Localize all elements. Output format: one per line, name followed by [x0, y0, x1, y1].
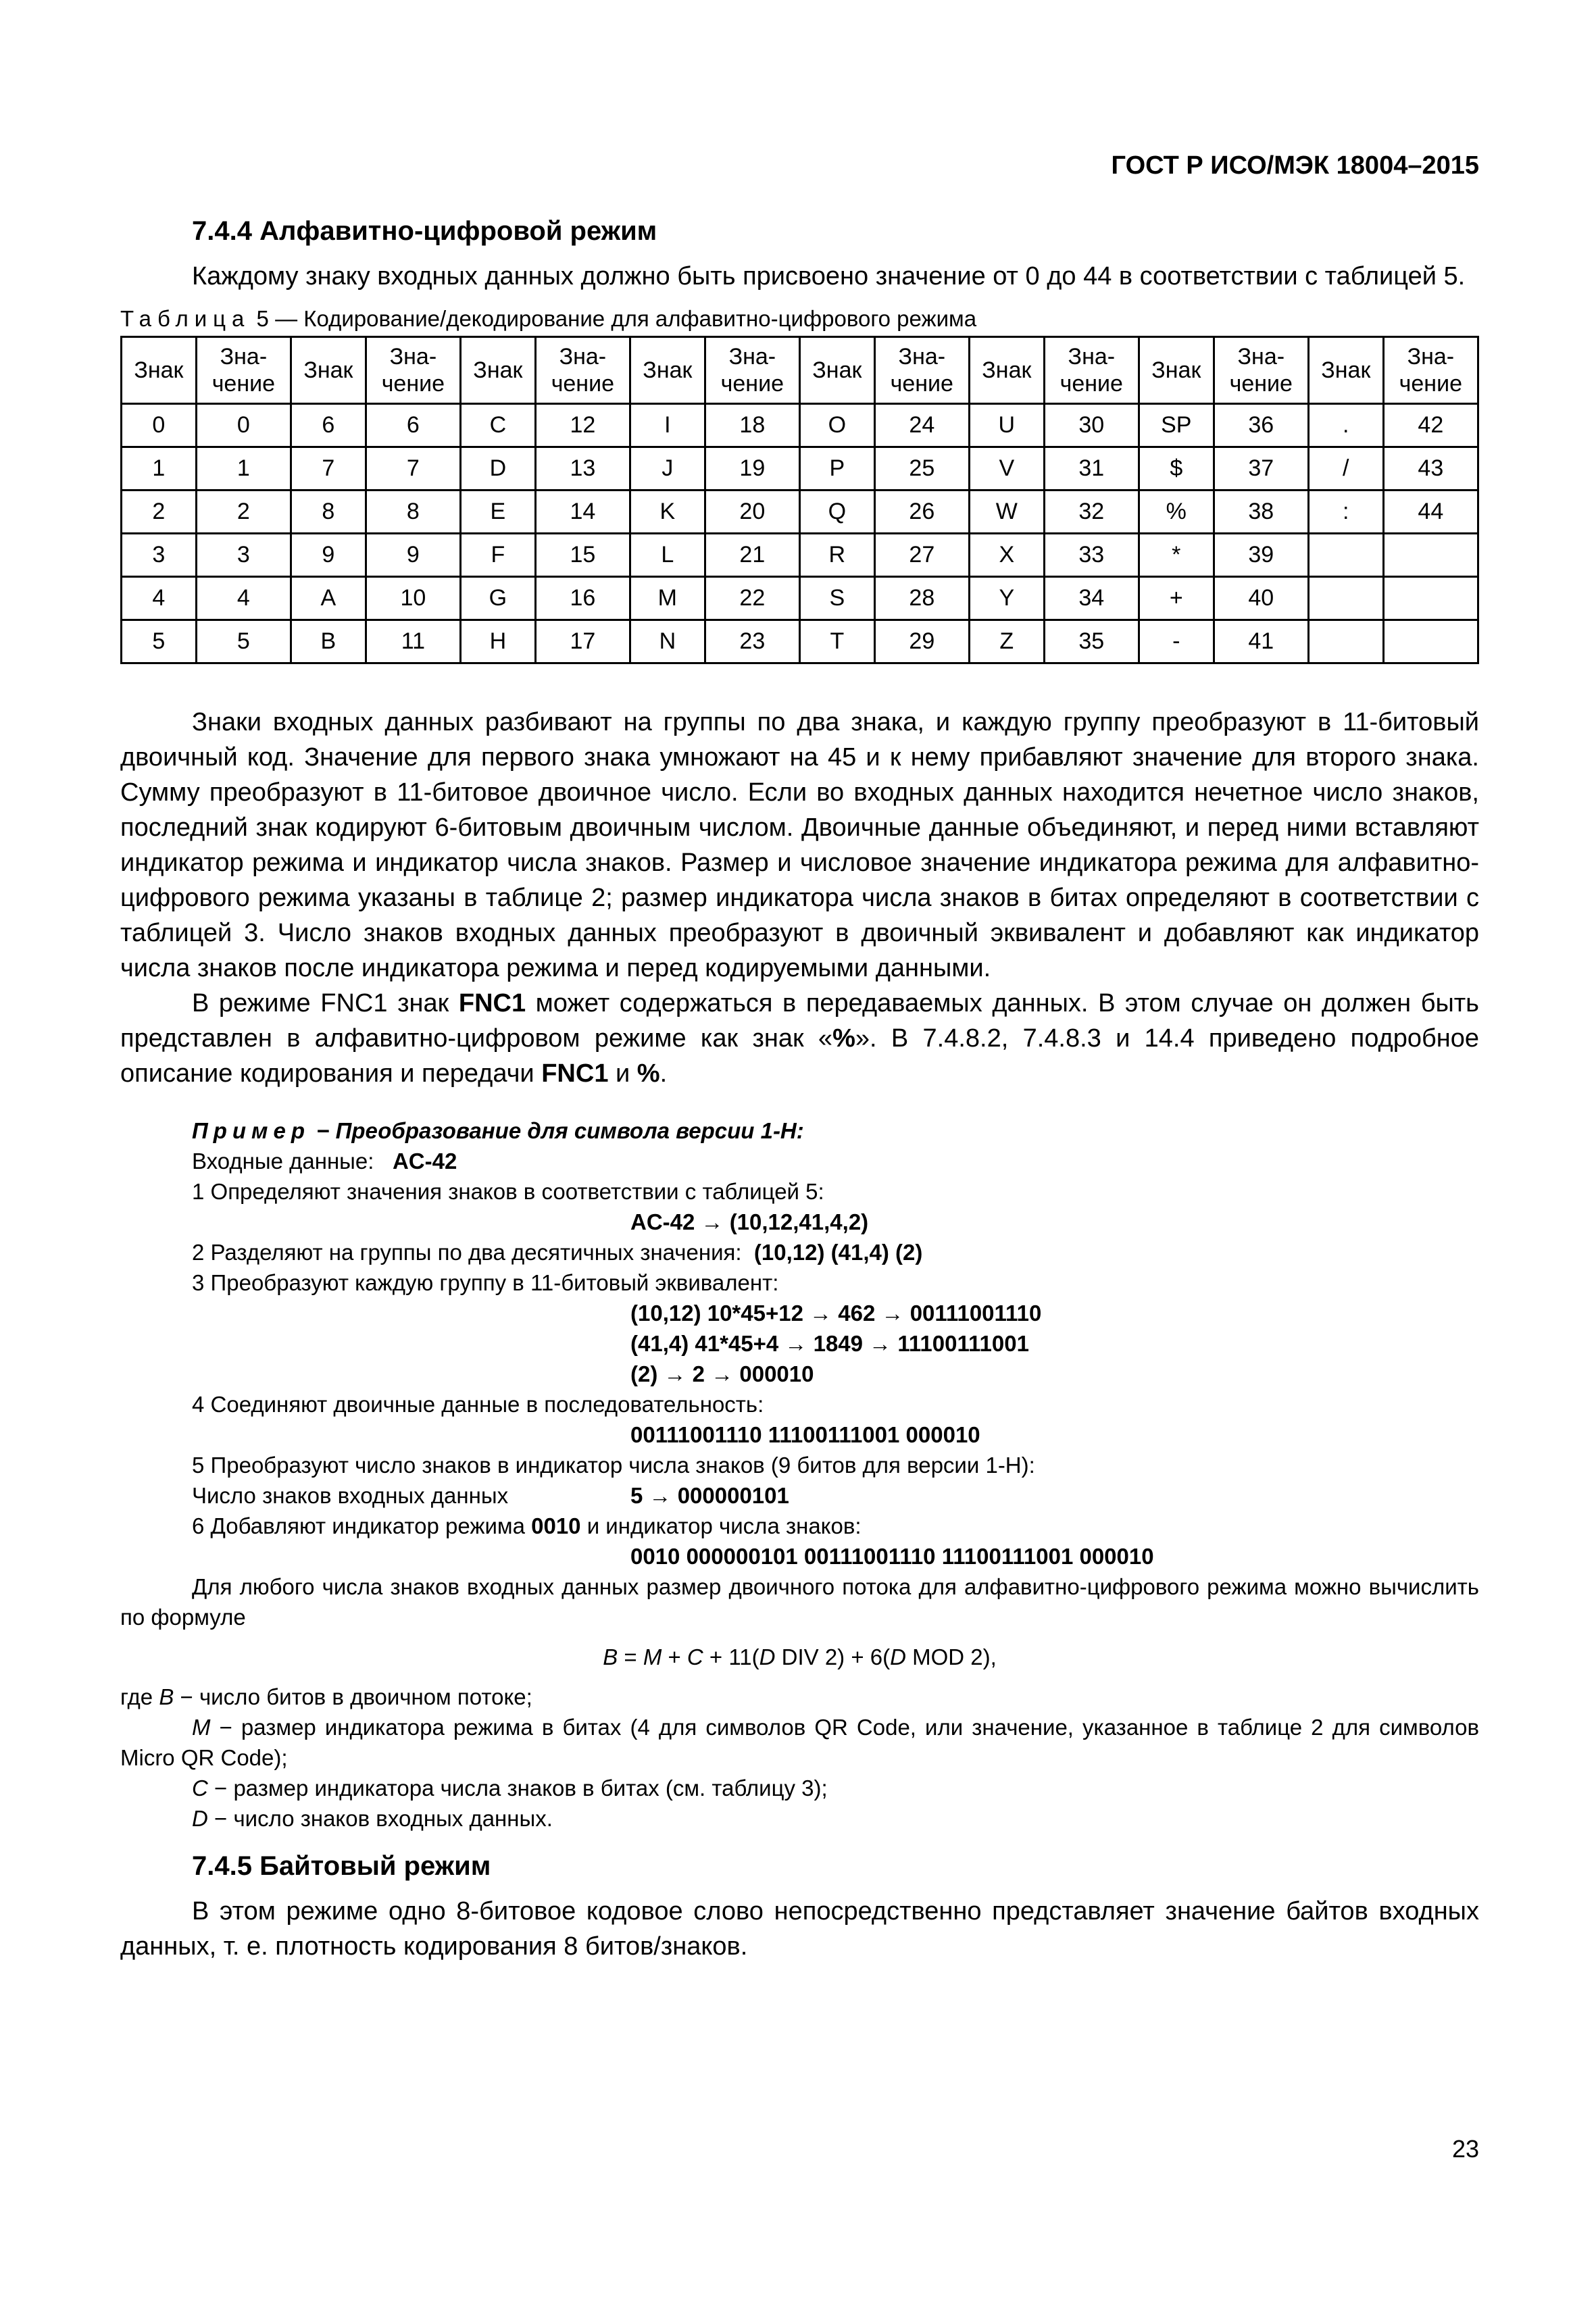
header-value-part: Зна- [1237, 344, 1285, 370]
formula-var: B [159, 1684, 174, 1709]
header-char: Знак [630, 337, 705, 404]
header-value [874, 337, 969, 404]
header-value-part: чение [211, 371, 276, 397]
header-value-part: чение [720, 371, 784, 397]
cell-value: 12 [535, 404, 630, 447]
cell-value: 36 [1214, 404, 1308, 447]
cell-char: I [630, 404, 705, 447]
example-input [120, 1146, 1479, 1176]
step-6-result: 0010 000000101 00111001110 11100111001 000010 [630, 1544, 1154, 1569]
text-run: где [120, 1684, 159, 1709]
cell-char: S [799, 577, 874, 620]
header-char: Знак [122, 337, 197, 404]
cell-char: A [291, 577, 366, 620]
cell-value: 11 [366, 620, 460, 663]
where-M [120, 1712, 1479, 1773]
cell-char: V [969, 447, 1044, 491]
where-C [120, 1773, 1479, 1803]
cell-value: 29 [874, 620, 969, 663]
step-5-line [120, 1480, 1479, 1511]
cell-value: 19 [705, 447, 799, 491]
cell-value: 24 [874, 404, 969, 447]
cell-value: 9 [366, 534, 460, 577]
text-run-bold: % [637, 1059, 660, 1088]
page-content [120, 216, 1479, 1964]
cell-char: 9 [291, 534, 366, 577]
text-run-bold: % [832, 1024, 855, 1053]
header-char: Знак [460, 337, 535, 404]
step-6 [120, 1511, 1479, 1541]
cell-char: 8 [291, 491, 366, 534]
cell-char: : [1308, 491, 1383, 534]
cell-value: 15 [535, 534, 630, 577]
cell-value: 35 [1044, 620, 1139, 663]
cell-value: 22 [705, 577, 799, 620]
cell-char: Q [799, 491, 874, 534]
cell-value: 41 [1214, 620, 1308, 663]
cell-char: SP [1139, 404, 1214, 447]
cell-value: 17 [535, 620, 630, 663]
table-5-caption [120, 306, 1479, 332]
cell-value: 8 [366, 491, 460, 534]
header-value [196, 337, 291, 404]
cell-char: B [291, 620, 366, 663]
table-body [122, 404, 1478, 663]
step-3-result-2: (41,4) 41*45+4 → 1849 → 11100111001 [630, 1331, 1029, 1356]
cell-char [1308, 620, 1383, 663]
header-value [366, 337, 460, 404]
cell-value [1383, 577, 1478, 620]
text-run-bold: FNC1 [458, 989, 526, 1017]
step-5-label: Число знаков входных данных [192, 1483, 509, 1508]
page-number: 23 [1451, 2135, 1479, 2163]
step-2-result: (10,12) (41,4) (2) [753, 1240, 923, 1265]
cell-value: 33 [1044, 534, 1139, 577]
cell-value: 42 [1383, 404, 1478, 447]
header-value [535, 337, 630, 404]
cell-value: 28 [874, 577, 969, 620]
table-row [122, 447, 1478, 491]
where-D [120, 1803, 1479, 1834]
formula-intro: Для любого числа знаков входных данных размер двоичного потока для алфавитно-цифрового режима можно вычислить по формуле [120, 1574, 1479, 1630]
header-value-part: Зна- [898, 344, 946, 370]
header-value-part: чение [1229, 371, 1293, 397]
table-row [122, 534, 1478, 577]
cell-value: 40 [1214, 577, 1308, 620]
cell-char: 3 [122, 534, 197, 577]
cell-value: 4 [196, 577, 291, 620]
step-2 [120, 1237, 1479, 1267]
formula-var: M [643, 1644, 662, 1669]
cell-char: 5 [122, 620, 197, 663]
cell-char: F [460, 534, 535, 577]
example-block [120, 1115, 1479, 1834]
formula-var: D [890, 1644, 906, 1669]
cell-value: 13 [535, 447, 630, 491]
caption-word: Таблица [120, 306, 251, 331]
step-3-result-3: (2) → 2 → 000010 [630, 1361, 814, 1386]
formula-op: MOD 2), [905, 1644, 997, 1669]
cell-value: 0 [196, 404, 291, 447]
header-char: Знак [1308, 337, 1383, 404]
step-3: 3 Преобразуют каждую группу в 11-битовый эквивалент: [192, 1270, 779, 1295]
header-value-part: чение [381, 371, 445, 397]
formula-op: = [618, 1644, 643, 1669]
cell-char: M [630, 577, 705, 620]
header-value [1214, 337, 1308, 404]
cell-char: / [1308, 447, 1383, 491]
formula-var: M [192, 1715, 211, 1740]
input-label: Входные данные: [192, 1149, 374, 1174]
text-run: − размер индикатора числа знаков в битах (см. таблицу 3); [207, 1776, 828, 1801]
header-char: Знак [291, 337, 366, 404]
cell-char: H [460, 620, 535, 663]
example-title [120, 1115, 1479, 1146]
section-745-text: В этом режиме одно 8-битовое кодовое слово непосредственно представляет значение байтов входных данных, т. е. плотность кодирования 8 битов/знаков. [120, 1897, 1479, 1961]
cell-char: 7 [291, 447, 366, 491]
header-value-part: чение [1059, 371, 1123, 397]
step-5: 5 Преобразуют число знаков в индикатор числа знаков (9 битов для версии 1-Н): [192, 1453, 1035, 1478]
cell-char: C [460, 404, 535, 447]
text-run: − число знаков входных данных. [207, 1806, 553, 1831]
cell-char: X [969, 534, 1044, 577]
header-char: Знак [799, 337, 874, 404]
cell-value [1383, 620, 1478, 663]
table-row [122, 404, 1478, 447]
formula-op: + [662, 1644, 687, 1669]
cell-value: 14 [535, 491, 630, 534]
text-run: В режиме FNC1 знак [192, 989, 459, 1017]
cell-value: 5 [196, 620, 291, 663]
text-run: − число битов в двоичном потоке; [174, 1684, 532, 1709]
cell-value: 37 [1214, 447, 1308, 491]
cell-value: 31 [1044, 447, 1139, 491]
text-run: и [608, 1059, 637, 1088]
cell-value: 32 [1044, 491, 1139, 534]
cell-value: 6 [366, 404, 460, 447]
header-value-part: чение [551, 371, 614, 397]
step-5-result: 5 → 000000101 [630, 1483, 789, 1508]
cell-char: Z [969, 620, 1044, 663]
paragraph-grouping: Знаки входных данных разбивают на группы по два знака, и каждую группу преобразуют в 11-битовый двоичный код. Значение для первого знака умножают на 45 и к нему прибавляют значение для второго знака. Сумму преобразуют в 11-битовое двоичное число. Если во входных данных находится нечетное число знаков, последний знак кодируют 6-битовым двоичным числом. Двоичные данные объединяют, и перед ними вставляют индикатор режима и индикатор числа знаков. Размер и числовое значение индикатора режима для алфавитно-цифрового режима указаны в таблице 2; размер индикатора числа знаков в битах определяют в соответствии с таблицей 3. Число знаков входных данных преобразуют в двоичный эквивалент и добавляют как индикатор числа знаков после индикатора режима и перед кодируемыми данными. [120, 708, 1479, 982]
cell-value: 43 [1383, 447, 1478, 491]
cell-value: 7 [366, 447, 460, 491]
step-1: 1 Определяют значения знаков в соответствии с таблицей 5: [192, 1179, 824, 1204]
header-value [1383, 337, 1478, 404]
section-744-intro: Каждому знаку входных данных должно быть присвоено значение от 0 до 44 в соответствии с таблицей 5. [192, 262, 1466, 291]
cell-char: 4 [122, 577, 197, 620]
cell-value: 27 [874, 534, 969, 577]
formula-var: D [759, 1644, 776, 1669]
cell-value: 21 [705, 534, 799, 577]
text-run: ». В 7.4.8.2, 7.4.8.3 и 14.4 приведено подробное описание кодирования и передачи [120, 1024, 1479, 1088]
text-run-bold: FNC1 [541, 1059, 609, 1088]
cell-char: R [799, 534, 874, 577]
formula-op: DIV 2) + 6( [775, 1644, 891, 1669]
cell-value: 3 [196, 534, 291, 577]
cell-value: 16 [535, 577, 630, 620]
step-1-result: AC-42 → (10,12,41,4,2) [630, 1209, 869, 1234]
cell-value: 20 [705, 491, 799, 534]
cell-char: G [460, 577, 535, 620]
cell-value [1383, 534, 1478, 577]
input-value: AC-42 [392, 1149, 457, 1174]
section-745-title: 7.4.5 Байтовый режим [192, 1851, 491, 1881]
table-row [122, 577, 1478, 620]
cell-value: 44 [1383, 491, 1478, 534]
example-title-rest: − Преобразование для символа версии 1-Н: [309, 1118, 804, 1143]
step-4: 4 Соединяют двоичные данные в последовательность: [192, 1392, 764, 1417]
cell-value: 39 [1214, 534, 1308, 577]
cell-char: K [630, 491, 705, 534]
cell-char [1308, 534, 1383, 577]
cell-value: 26 [874, 491, 969, 534]
header-value-part: Зна- [220, 344, 268, 370]
formula [120, 1642, 1479, 1672]
cell-char: N [630, 620, 705, 663]
document-header: ГОСТ Р ИСО/МЭК 18004–2015 [1111, 151, 1479, 180]
cell-char: . [1308, 404, 1383, 447]
cell-char: 0 [122, 404, 197, 447]
cell-char: $ [1139, 447, 1214, 491]
header-value-part: чение [1399, 371, 1462, 397]
header-value-part: Зна- [559, 344, 607, 370]
cell-char: O [799, 404, 874, 447]
step-3-result-1: (10,12) 10*45+12 → 462 → 00111001110 [630, 1301, 1042, 1326]
formula-op: + 11( [703, 1644, 759, 1669]
cell-char: 1 [122, 447, 197, 491]
cell-char: * [1139, 534, 1214, 577]
cell-value: 23 [705, 620, 799, 663]
cell-char [1308, 577, 1383, 620]
cell-char: Y [969, 577, 1044, 620]
cell-char: D [460, 447, 535, 491]
header-value-part: Зна- [1407, 344, 1455, 370]
table-row [122, 491, 1478, 534]
cell-char: U [969, 404, 1044, 447]
header-char: Знак [1139, 337, 1214, 404]
header-value-part: Зна- [1068, 344, 1116, 370]
formula-var: D [192, 1806, 208, 1831]
cell-char: P [799, 447, 874, 491]
section-744-title: 7.4.4 Алфавитно-цифровой режим [192, 216, 657, 246]
header-value [705, 337, 799, 404]
text-run: . [659, 1059, 668, 1088]
cell-char: + [1139, 577, 1214, 620]
cell-value: 34 [1044, 577, 1139, 620]
cell-char: 2 [122, 491, 197, 534]
paragraph-fnc1 [120, 986, 1479, 1091]
example-word: Пример [192, 1118, 310, 1143]
cell-char: E [460, 491, 535, 534]
text-run-bold: 0010 [531, 1513, 581, 1538]
cell-value: 30 [1044, 404, 1139, 447]
formula-var: C [687, 1644, 703, 1669]
table-row [122, 620, 1478, 663]
cell-value: 18 [705, 404, 799, 447]
step-4-result: 00111001110 11100111001 000010 [630, 1422, 980, 1447]
table-5 [120, 336, 1479, 664]
text-run: 6 Добавляют индикатор режима [192, 1513, 532, 1538]
header-value-part: Зна- [728, 344, 776, 370]
header-value-part: чение [890, 371, 953, 397]
cell-char: - [1139, 620, 1214, 663]
caption-rest: 5 — Кодирование/декодирование для алфавитно-цифрового режима [250, 306, 977, 331]
header-char: Знак [969, 337, 1044, 404]
table-header-row [122, 337, 1478, 404]
cell-char: % [1139, 491, 1214, 534]
cell-char: 6 [291, 404, 366, 447]
text-run: и индикатор числа знаков: [580, 1513, 862, 1538]
cell-value: 38 [1214, 491, 1308, 534]
where-B [120, 1682, 1479, 1712]
text-run: − размер индикатора режима в битах (4 для символов QR Code, или значение, указанное в таблице 2 для символов Micro QR Code); [120, 1715, 1479, 1770]
cell-char: J [630, 447, 705, 491]
cell-char: W [969, 491, 1044, 534]
cell-value: 10 [366, 577, 460, 620]
step-2-text: 2 Разделяют на группы по два десятичных значения: [192, 1240, 742, 1265]
cell-char: L [630, 534, 705, 577]
cell-value: 25 [874, 447, 969, 491]
cell-value: 1 [196, 447, 291, 491]
formula-var: B [603, 1644, 618, 1669]
header-value [1044, 337, 1139, 404]
cell-char: T [799, 620, 874, 663]
text-run: может содержаться в передаваемых данных. В этом случае он должен быть представлен в алфавитно-цифровом режиме как знак « [120, 989, 1479, 1053]
formula-var: C [192, 1776, 208, 1801]
cell-value: 2 [196, 491, 291, 534]
header-value-part: Зна- [389, 344, 437, 370]
